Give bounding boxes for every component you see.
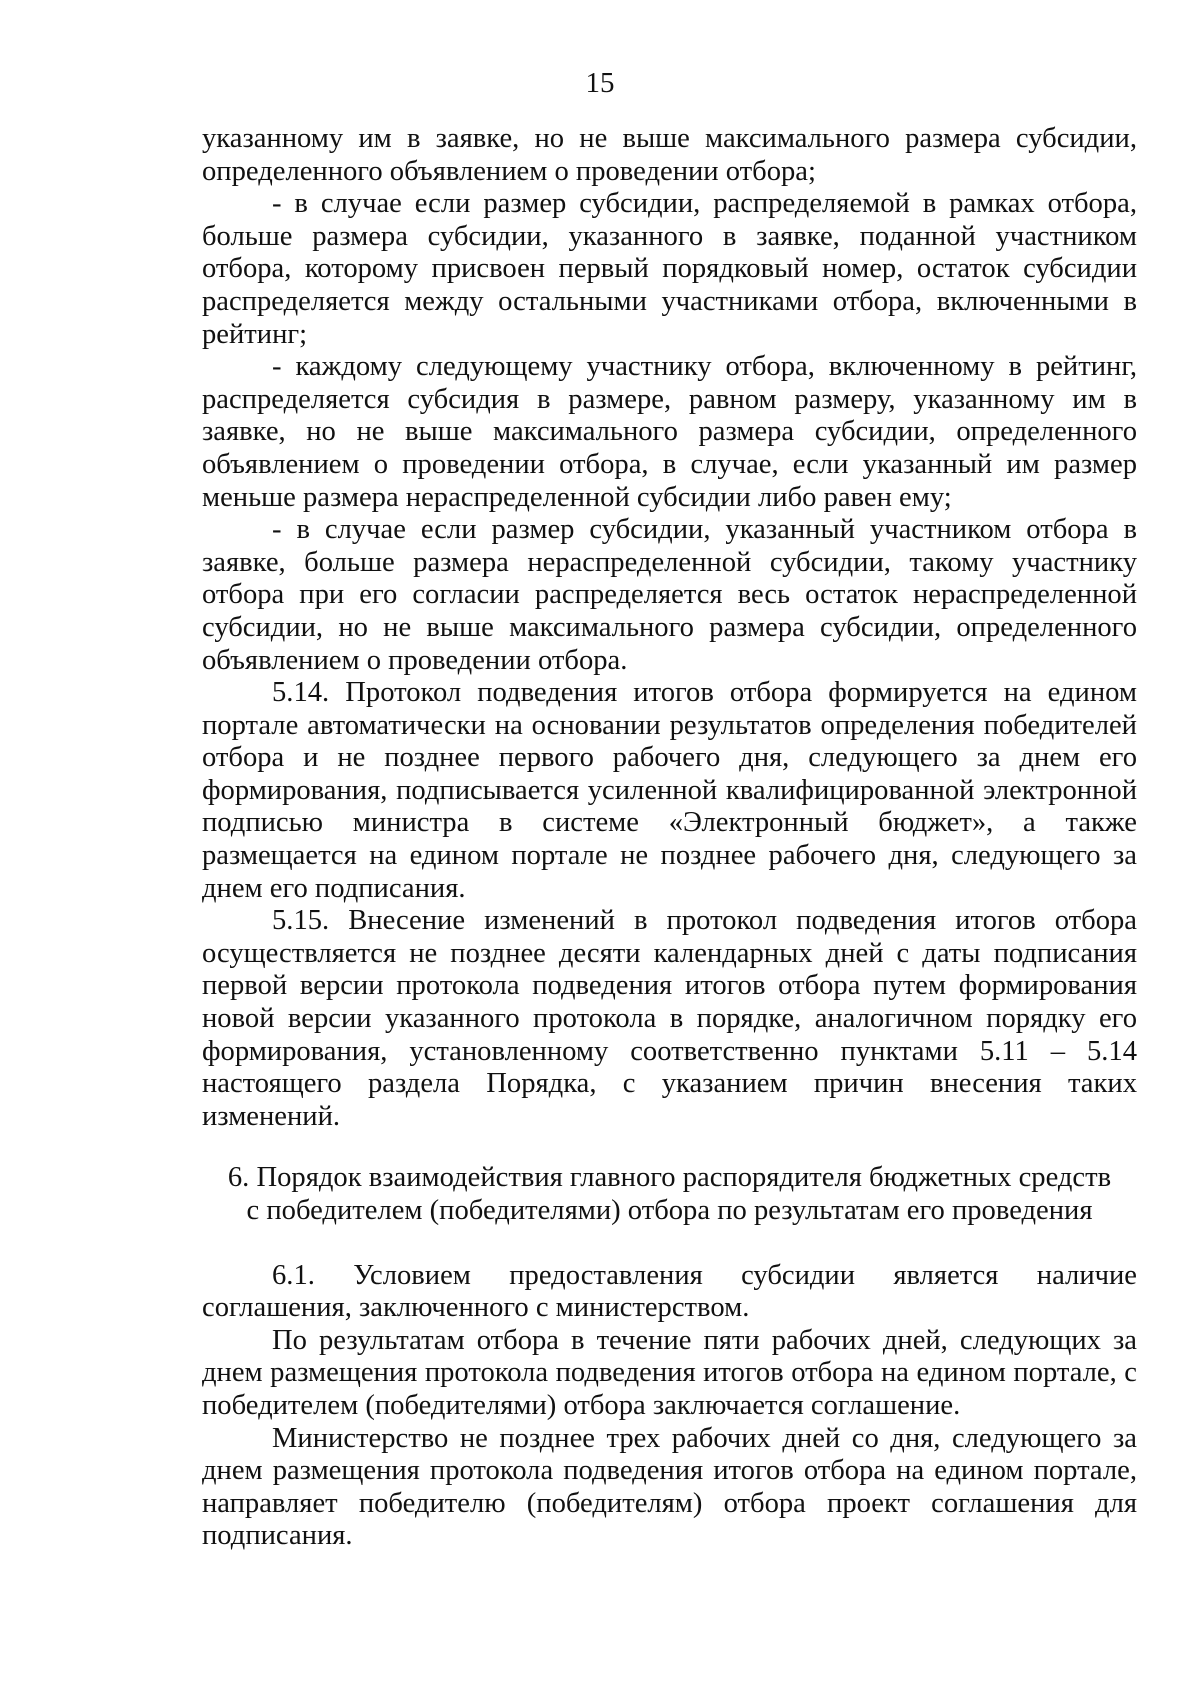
paragraph-next-participant-rule: - каждому следующему участнику отбора, включенному в рейтинг, распределяется субсидия в размере, равном размеру, указанному им в заявке, но не выше максимального размера субсидии, определенного объявлением о проведении отбора, в случае, если указанный им размер меньше размера нераспределенной субсидии либо равен ему; — [202, 351, 1137, 513]
section-heading-line-2: с победителем (победителями) отбора по результатам его проведения — [246, 1195, 1093, 1226]
paragraph-remainder-rule: - в случае если размер субсидии, распределяемой в рамках отбора, больше размера субсидии, указанного в заявке, поданной участником отбора, которому присвоен первый порядковый номер, остаток субсидии распределяется между остальными участниками отбора, включенными в рейтинг; — [202, 188, 1137, 350]
page-number: 15 — [585, 67, 615, 99]
paragraph-agreement-draft: Министерство не позднее трех рабочих дней со дня, следующего за днем размещения протокола подведения итогов отбора на едином портале, направляет победителю (победителям) отбора проект соглашения для подписания. — [202, 1422, 1137, 1552]
document-body — [202, 123, 1137, 1553]
paragraph-excess-request-rule: - в случае если размер субсидии, указанный участником отбора в заявке, больше размера нераспределенной субсидии, такому участнику отбора при его согласии распределяется весь остаток нераспределенной субсидии, но не выше максимального размера субсидии, определенного объявлением о проведении отбора. — [202, 514, 1137, 676]
paragraph-5-14: 5.14. Протокол подведения итогов отбора формируется на едином портале автоматически на основании результатов определения победителей отбора и не позднее первого рабочего дня, следующего за днем его формирования, подписывается усиленной квалифицированной электронной подписью министра в системе «Электронный бюджет», а также размещается на едином портале не позднее рабочего дня, следующего за днем его подписания. — [202, 677, 1137, 904]
paragraph-5-15: 5.15. Внесение изменений в протокол подведения итогов отбора осуществляется не позднее десяти календарных дней с даты подписания первой версии протокола подведения итогов отбора путем формирования новой версии указанного протокола в порядке, аналогичном порядку его формирования, установленному соответственно пунктами 5.11 – 5.14 настоящего раздела Порядка, с указанием причин внесения таких изменений. — [202, 905, 1137, 1132]
paragraph-agreement-conclusion: По результатам отбора в течение пяти рабочих дней, следующих за днем размещения протокола подведения итогов отбора на едином портале, с победителем (победителями) отбора заключается соглашение. — [202, 1324, 1137, 1421]
paragraph-6-1: 6.1. Условием предоставления субсидии является наличие соглашения, заключенного с министерством. — [202, 1259, 1137, 1324]
section-heading-line-1: 6. Порядок взаимодействия главного распорядителя бюджетных средств — [227, 1162, 1112, 1194]
section-6-heading — [202, 1162, 1137, 1227]
paragraph-continuation: указанному им в заявке, но не выше максимального размера субсидии, определенного объявлением о проведении отбора; — [202, 123, 1137, 187]
